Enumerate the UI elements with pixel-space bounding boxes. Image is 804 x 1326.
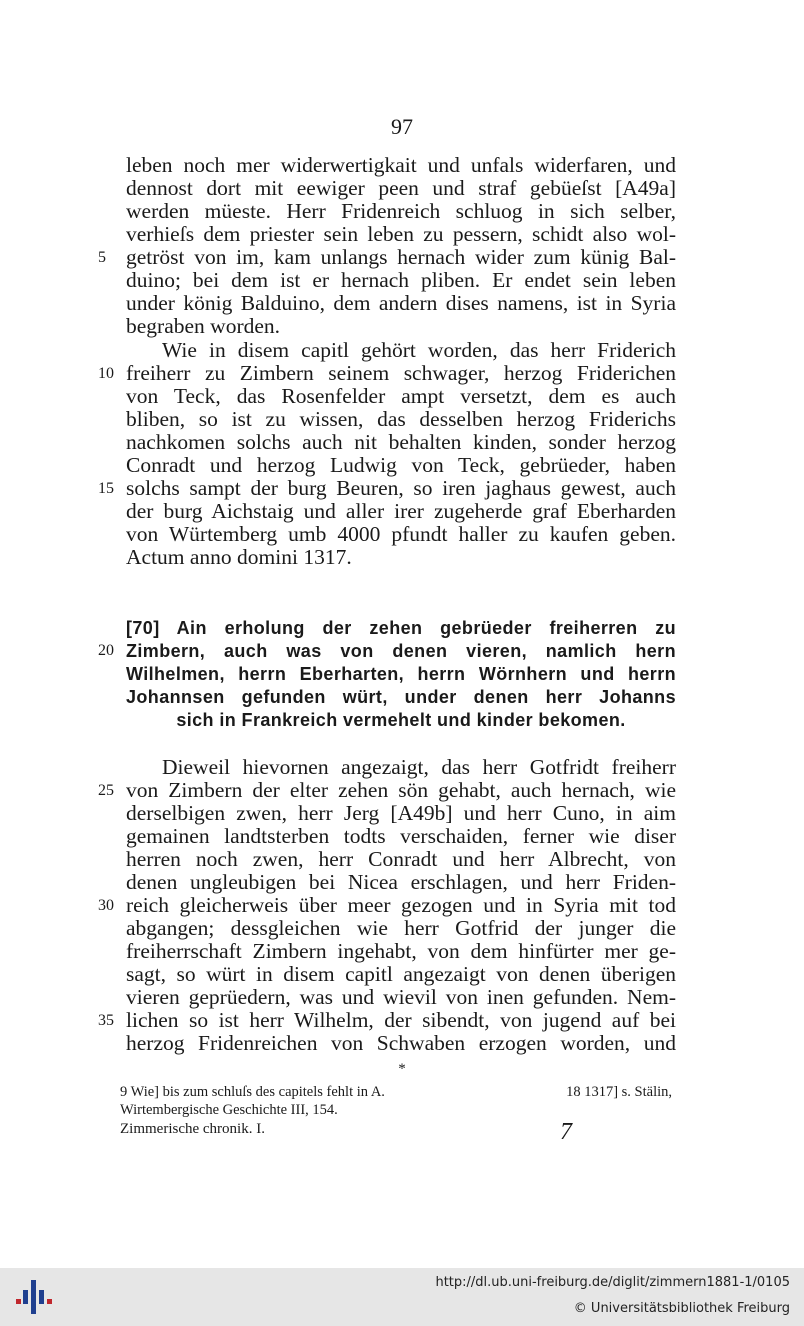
text-line: Conradt und herzog Ludwig von Teck, gebrüeder, haben <box>126 453 676 477</box>
page-number: 97 <box>391 114 413 139</box>
line-number: 35 <box>98 1012 114 1029</box>
text-line: vieren geprüedern, was und wievil von inen gefunden. Nem- <box>126 985 676 1009</box>
text-line: werden müeste. Herr Fridenreich schluog in sich selber, <box>126 199 676 223</box>
text-line: von Zimbern der elter zehen sön gehabt, auch hernach, wie <box>126 778 676 802</box>
line-number: 25 <box>98 782 114 799</box>
text-line: begraben worden. <box>126 314 281 338</box>
text-line: denen ungleubigen bei Nicea erschlagen, und herr Friden- <box>126 870 676 894</box>
text-line: nachkomen solchs auch nit behalten kinden, sonder herzog <box>126 430 676 454</box>
line-number: 15 <box>98 480 114 497</box>
line-number: 30 <box>98 897 114 914</box>
text-line: herzog Fridenreichen von Schwaben erzogen worden, und <box>126 1031 676 1055</box>
ub-freiburg-logo-icon <box>14 1278 54 1316</box>
text-line: reich gleicherweis über meer gezogen und in Syria mit tod <box>126 893 676 917</box>
running-footer: Zimmerische chronik. I. <box>120 1121 265 1137</box>
text-line: duino; bei dem ist er hernach pliben. Er endet sein leben <box>126 268 676 292</box>
text-line: bliben, so ist zu wissen, das desselben herzog Friderichs <box>126 407 676 431</box>
text-line: leben noch mer widerwertigkait und unfals widerfaren, und <box>126 153 676 177</box>
text-line: lichen so ist herr Wilhelm, der sibendt, von jugend auf bei <box>126 1008 676 1032</box>
text-line: derselbigen zwen, herr Jerg [A49b] und herr Cuno, in aim <box>126 801 676 825</box>
text-line: abgangen; dessgleichen wie herr Gotfrid der junger die <box>126 916 676 940</box>
footnote-star: * <box>398 1061 406 1077</box>
text-line: solchs sampt der burg Beuren, so iren jaghaus gewest, auch <box>126 476 676 500</box>
copyright-text: © Universitätsbibliothek Freiburg <box>573 1301 790 1316</box>
text-line: der burg Aichstaig und aller irer zugeherde graf Eberharden <box>126 499 676 523</box>
chapter-heading-line: Wilhelmen, herrn Eberharten, herrn Wörnhern und herrn <box>126 664 676 684</box>
footer-bar <box>0 1268 804 1326</box>
text-line: under könig Balduino, dem andern dises namens, ist in Syria <box>126 291 676 315</box>
signature-mark: 7 <box>560 1119 572 1145</box>
text-line: freiherr zu Zimbern seinem schwager, herzog Friderichen <box>126 361 676 385</box>
text-line: freiherrschaft Zimbern ingehabt, von dem hinfürter mer ge- <box>126 939 676 963</box>
line-number: 10 <box>98 365 114 382</box>
chapter-heading-line: Johannsen gefunden würt, under denen herr Johanns <box>126 687 676 707</box>
line-number: 5 <box>98 249 106 266</box>
text-line: Dieweil hievornen angezaigt, das herr Gotfridt freiherr <box>162 755 676 779</box>
line-number: 20 <box>98 642 114 659</box>
text-line: herren noch zwen, herr Conradt und herr Albrecht, von <box>126 847 676 871</box>
text-line: von Würtemberg umb 4000 pfundt haller zu kaufen geben. <box>126 522 676 546</box>
text-line: von Teck, das Rosenfelder ampt versetzt, dem es auch <box>126 384 676 408</box>
text-line: gemainen landtsterben todts verschaiden, ferner wie diser <box>126 824 676 848</box>
footnote-line: Wirtembergische Geschichte III, 154. <box>120 1102 338 1118</box>
chapter-heading-line: Zimbern, auch was von denen vieren, namlich hern <box>126 641 676 661</box>
text-line: verhieſs dem priester sein leben zu pessern, schidt also wol- <box>126 222 676 246</box>
text-line: Actum anno domini 1317. <box>126 545 352 569</box>
text-line: dennost dort mit eewiger peen und straf gebüeſst [A49a] <box>126 176 676 200</box>
footnote-note-a: 9 Wie] bis zum schluſs des capitels fehlt in A. <box>120 1084 385 1100</box>
text-line: Wie in disem capitl gehört worden, das herr Friderich <box>162 338 676 362</box>
chapter-heading-line: [70] Ain erholung der zehen gebrüeder freiherren zu <box>126 618 676 638</box>
source-url-link[interactable]: http://dl.ub.uni-freiburg.de/diglit/zimmern1881-1/0105 <box>435 1275 790 1290</box>
text-line: sagt, so würt in disem capitl angezaigt von denen überigen <box>126 962 676 986</box>
text-line: getröst von im, kam unlangs hernach wider zum künig Bal- <box>126 245 676 269</box>
footnote-note-b: 18 1317] s. Stälin, <box>566 1084 672 1100</box>
chapter-heading-line: sich in Frankreich vermehelt und kinder bekomen. <box>176 710 626 730</box>
